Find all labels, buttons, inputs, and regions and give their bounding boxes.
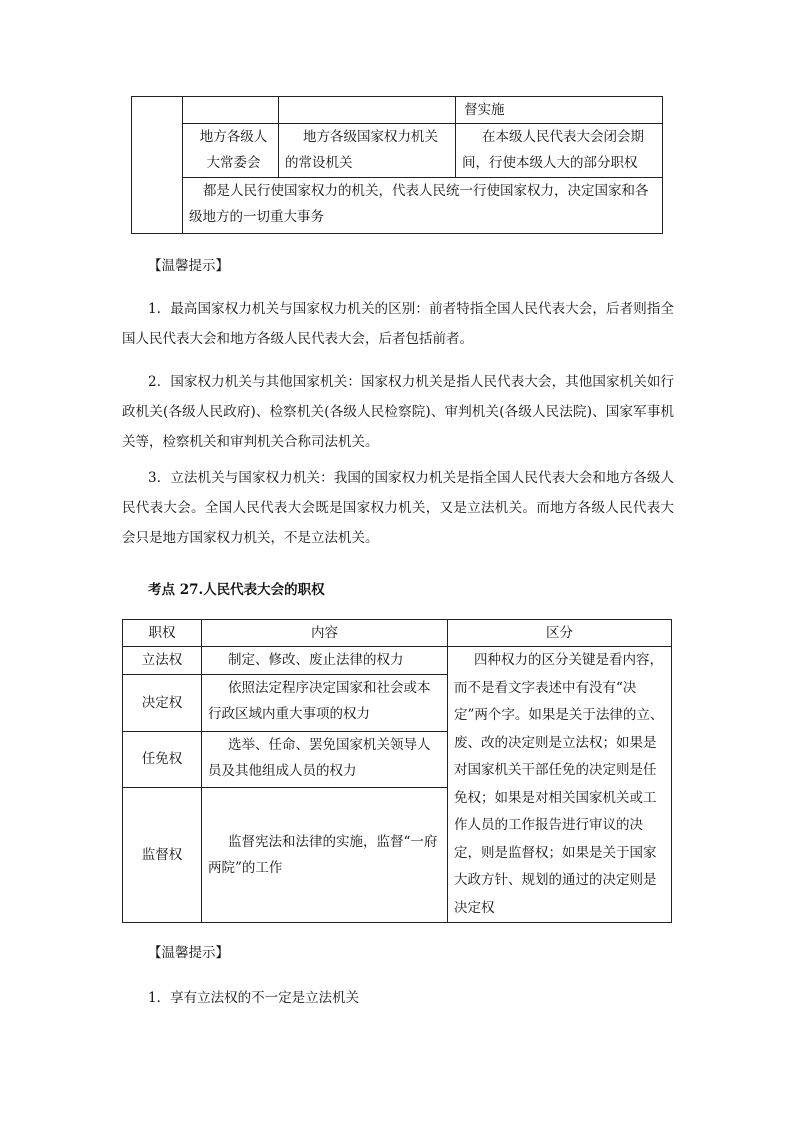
table-powers bbox=[122, 619, 672, 923]
power-name: 监督权 bbox=[123, 788, 202, 923]
table-row bbox=[132, 178, 663, 234]
table-organs bbox=[131, 96, 663, 234]
power-content: 监督宪法和法律的实施，监督“一府两院”的工作 bbox=[202, 788, 448, 923]
power-content: 依照法定程序决定国家和社会或本行政区域内重大事项的权力 bbox=[202, 675, 448, 731]
power-name: 立法权 bbox=[123, 647, 202, 675]
table-cell: 督实施 bbox=[456, 97, 663, 124]
tip-item: 1．最高国家权力机关与国家权力机关的区别：前者特指全国人民代表大会，后者则指全国人民代表大会和地方各级人民代表大会，后者包括前者。 bbox=[122, 301, 674, 347]
power-content: 制定、修改、废止法律的权力 bbox=[202, 647, 448, 675]
tip-item: 2．国家权力机关与其他国家机关：国家权力机关是指人民代表大会，其他国家机关如行政机关(各级人民政府)、检察机关(各级人民检察院)、审判机关(各级人民法院)、国家军事机关等，检察机关和审判机关合称司法机关。 bbox=[122, 374, 674, 450]
power-name: 决定权 bbox=[123, 675, 202, 731]
tip-label: 【温馨提示】 bbox=[148, 945, 229, 961]
tip-item: 3．立法机关与国家权力机关：我国的国家权力机关是指全国人民代表大会和地方各级人民代表大会。全国人民代表大会既是国家权力机关，又是立法机关。而地方各级人民代表大会只是地方国家权力机关，不是立法机关。 bbox=[122, 470, 674, 546]
table-cell-merged: 都是人民行使国家权力的机关，代表人民统一行使国家权力，决定国家和各级地方的一切重大事务 bbox=[183, 178, 663, 234]
table-cell: 地方各级国家权力机关的常设机关 bbox=[279, 124, 456, 178]
table-cell bbox=[279, 97, 456, 124]
section-heading: 考点 27.人民代表大会的职权 bbox=[148, 582, 325, 598]
table-cell: 在本级人民代表大会闭会期间，行使本级人大的部分职权 bbox=[456, 124, 663, 178]
table-cell: 地方各级人大常委会 bbox=[183, 124, 279, 178]
table-row bbox=[132, 124, 663, 178]
table-cell bbox=[132, 97, 183, 234]
table-cell bbox=[183, 97, 279, 124]
power-content: 选举、任命、罢免国家机关领导人员及其他组成人员的权力 bbox=[202, 731, 448, 787]
table-header-row bbox=[123, 620, 672, 647]
table-row bbox=[132, 97, 663, 124]
power-name: 任免权 bbox=[123, 731, 202, 787]
table-row bbox=[123, 647, 672, 675]
table-header-cell: 区分 bbox=[448, 620, 672, 647]
tip-item: 1．享有立法权的不一定是立法机关 bbox=[148, 990, 360, 1006]
table-header-cell: 职权 bbox=[123, 620, 202, 647]
power-distinction: 四种权力的区分关键是看内容，而不是看文字表述中有没有“决定”两个字。如果是关于法律的立、废、改的决定则是立法权；如果是对国家机关干部任免的决定则是任免权；如果是对相关国家机关或工作人员的工作报告进行审议的决定，则是监督权；如果是关于国家大政方针、规划的通过的决定则是决定权 bbox=[448, 647, 672, 923]
table-header-cell: 内容 bbox=[202, 620, 448, 647]
tip-label: 【温馨提示】 bbox=[148, 258, 229, 274]
